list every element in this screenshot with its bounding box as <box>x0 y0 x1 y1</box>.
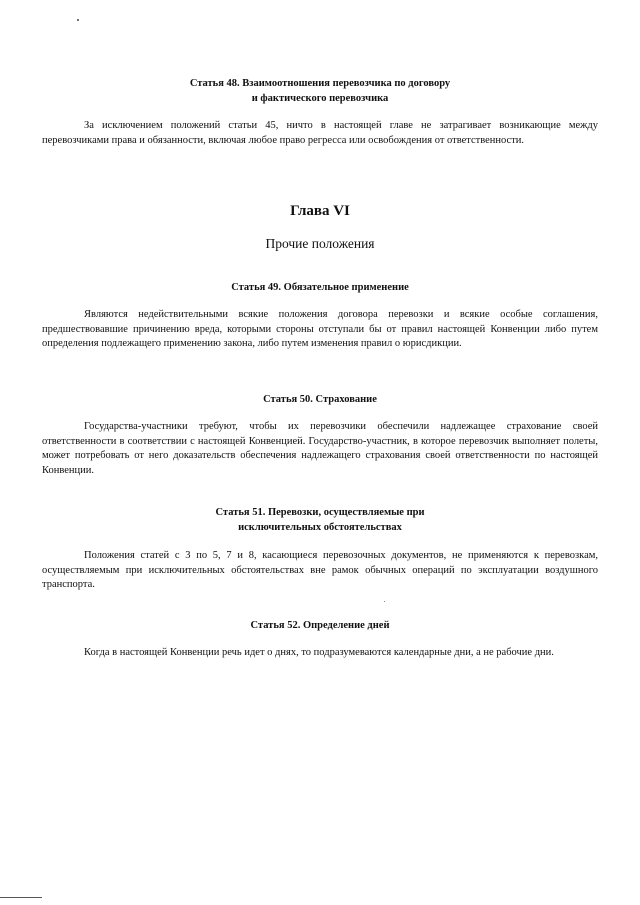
article-51-title-line2: исключительных обстоятельствах <box>238 522 402 533</box>
article-51-body: Положения статей с 3 по 5, 7 и 8, касающиеся перевозочных документов, не применяются к перевозкам, осуществляемым при исключительных обстоятельствах вне рамок обычных операций по эксплуатации воздушного транспорта. <box>42 550 598 590</box>
scan-speck <box>384 601 385 602</box>
article-48-body: За исключением положений статьи 45, ничто в настоящей главе не затрагивает возникающие между перевозчиками права и обязанности, включая любое право регресса или освобождения от ответственности. <box>42 120 598 146</box>
article-49-body: Являются недействительными всякие положения договора перевозки и всякие особые соглашения, предшествовавшие причинению вреда, которыми стороны отступали бы от правил настоящей Конвенции либо путем определения подлежащего применению закона, либо путем изменения правил о юрисдикции. <box>42 309 598 349</box>
scan-speck <box>77 19 79 21</box>
article-50-body: Государства-участники требуют, чтобы их перевозчики обеспечили надлежащее страхование своей ответственности в соответствии с настоящей Конвенцией. Государство-участник, в которое перевозчик выполняет полеты, может потребовать от него доказательств обеспечения надлежащего страхования своей ответственности по настоящей Конвенции. <box>42 421 598 476</box>
chapter-title: Глава VI <box>290 203 350 219</box>
article-48-title-line1: Статья 48. Взаимоотношения перевозчика по договору <box>189 78 451 89</box>
article-48-title-line2: и фактического перевозчика <box>251 93 389 104</box>
article-51-title-line1: Статья 51. Перевозки, осуществляемые при <box>215 507 425 518</box>
footer-rule <box>0 897 42 898</box>
article-49-title: Статья 49. Обязательное применение <box>231 282 409 293</box>
article-52-title: Статья 52. Определение дней <box>250 620 390 631</box>
chapter-subtitle: Прочие положения <box>265 236 375 251</box>
article-50-title: Статья 50. Страхование <box>263 394 377 405</box>
article-52-body: Когда в настоящей Конвенции речь идет о днях, то подразумеваются календарные дни, а не рабочие дни. <box>84 647 554 658</box>
